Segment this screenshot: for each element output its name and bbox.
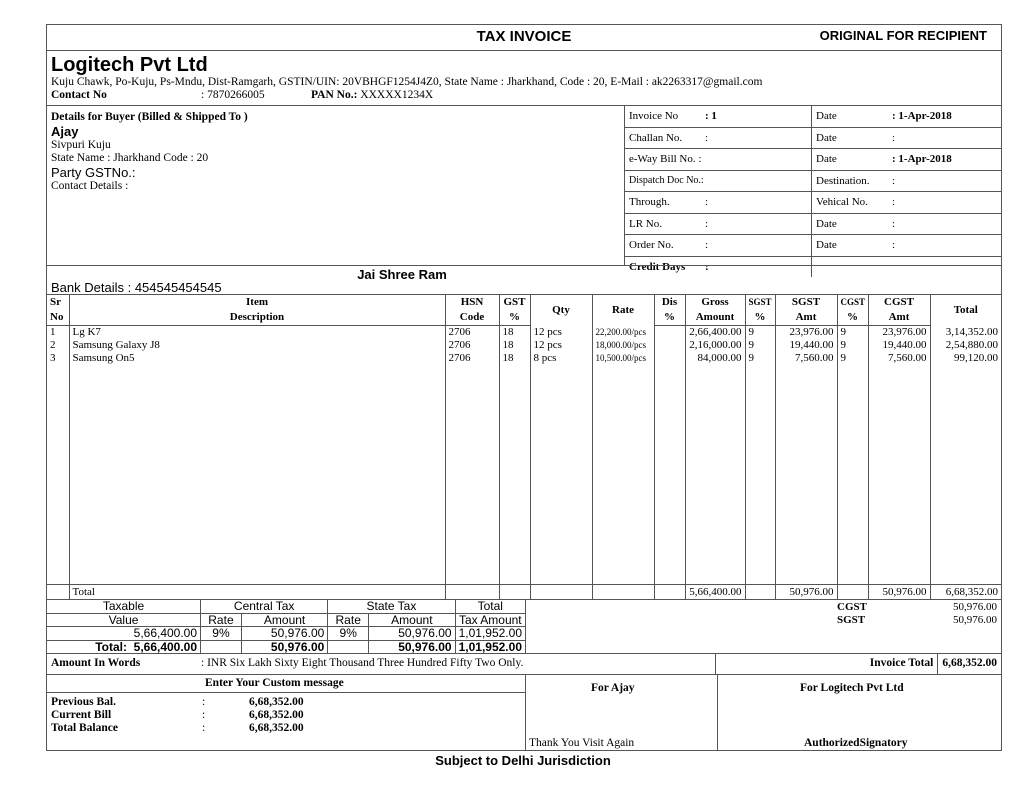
meta-right-label: Date [816,110,837,123]
ts-h-total: Total [455,600,525,613]
col-cgst-pct: CGST [837,295,868,311]
meta-left-label: e-Way Bill No. : [629,153,702,166]
meta-left-label: Through. [629,196,670,209]
buyer-gst: Party GSTNo.: [51,165,136,180]
col-cgst-pct-2: % [837,310,868,326]
meta-right [812,213,1002,235]
cell-gst: 18 [499,339,530,352]
company-name: Logitech Pvt Ltd [51,54,208,76]
meta-left-label: Invoice No [629,110,679,123]
cell-dis [654,339,685,352]
cell-sgst-amt: 19,440.00 [775,339,837,352]
cell-cgst-amt: 7,560.00 [868,352,930,365]
items-table [47,294,1001,599]
total-cgst-amt: 50,976.00 [868,585,930,600]
cell-gst: 18 [499,326,530,340]
invoice-meta [625,106,1001,273]
cell-dis [654,352,685,365]
total-desc: Total [69,585,445,600]
col-sr-2: No [47,310,69,326]
col-cgst-amt-2: Amt [868,310,930,326]
col-gst: GST [499,295,530,311]
cell-cgst-amt: 19,440.00 [868,339,930,352]
contact-value: : 7870266005 [201,89,265,101]
balance-labels [51,696,118,735]
buyer-address: Sivpuri Kuju [51,139,111,151]
buyer-contact: Contact Details : [51,180,129,192]
curr-value: 6,68,352.00 [249,709,304,721]
cell-desc: Lg K7 [69,326,445,340]
words-label: Amount In Words [51,657,141,669]
bank-details: Bank Details : 454545454545 [51,280,222,295]
col-sgst-amt: SGST [775,295,837,311]
meta-right-value: : 1-Apr-2018 [892,110,952,123]
pan-label: PAN No.: [311,89,358,101]
cell-desc: Samsung Galaxy J8 [69,339,445,352]
bal-value: 6,68,352.00 [249,722,304,734]
contact-label: Contact No [51,89,107,101]
cell-sgst-amt: 23,976.00 [775,326,837,340]
cell-rate: 10,500.00/pcs [592,352,654,365]
meta-right [812,192,1002,214]
meta-right-value: : [892,217,896,230]
ts-total-row [47,640,201,653]
balance-values [249,696,304,735]
meta-right-label: Vehical No. [816,196,868,209]
meta-left-label: Order No. [629,239,674,252]
meta-left-value: : 1 [705,110,717,123]
meta-left [625,106,812,127]
table-row [47,339,1001,352]
ts-total-label: Total: [95,639,127,654]
meta-right-value: : 1-Apr-2018 [892,153,952,166]
col-item-2: Description [69,310,445,326]
cell-desc: Samsung On5 [69,352,445,365]
meta-right [812,127,1002,149]
copy-label: ORIGINAL FOR RECIPIENT [819,28,987,43]
cell-total: 2,54,880.00 [930,339,1001,352]
buyer-and-meta [47,105,1001,273]
meta-right-label: Destination. [816,174,870,187]
col-dis: Dis [654,295,685,311]
cell-total: 99,120.00 [930,352,1001,365]
cell-sgst-pct: 9 [745,339,775,352]
col-hsn: HSN [445,295,499,311]
ts-h-taxable: Taxable [102,599,145,613]
meta-left [625,149,812,171]
words-value: : INR Six Lakh Sixty Eight Thousand Three Hundred Fifty Two Only. [201,657,524,669]
prev-label: Previous Bal. [51,696,116,708]
company-contact [51,89,1001,102]
meta-left [625,127,812,149]
cell-cgst-amt: 23,976.00 [868,326,930,340]
col-gross-2: Amount [685,310,745,326]
cell-sr: 2 [50,339,56,351]
meta-left-value: : [705,217,709,230]
col-dis-2: % [654,310,685,326]
ts-s-rate: 9% [328,627,369,641]
invoice-header [47,25,1001,50]
col-gst-2: % [499,310,530,326]
meta-right-value: : [892,131,896,144]
ts-h-central: Central Tax [201,600,328,613]
cell-gross: 2,66,400.00 [685,326,745,340]
cell-sgst-amt: 7,560.00 [775,352,837,365]
company-block [47,50,1001,105]
cell-gross: 84,000.00 [685,352,745,365]
col-total: Total [930,295,1001,326]
ts-h-c-amount: Amount [241,613,327,627]
ts-h-value: Value [47,613,201,627]
ts-tax-total: 1,01,952.00 [455,627,525,641]
col-sgst-amt-2: Amt [775,310,837,326]
meta-left-label: Dispatch Doc No.: [629,175,704,187]
meta-right-value: : [892,239,896,252]
bal-label: Total Balance [51,722,118,734]
ts-t-tax-total: 1,01,952.00 [455,640,525,653]
ts-h-s-rate: Rate [328,613,369,627]
cell-rate: 22,200.00/pcs [592,326,654,340]
cell-qty: 12 pcs [530,326,592,340]
cell-cgst-pct: 9 [837,339,868,352]
ts-t-taxable: 5,66,400.00 [133,639,198,654]
prev-value: 6,68,352.00 [249,696,304,708]
col-sgst-pct: SGST [745,295,775,311]
ts-h-state: State Tax [328,600,455,613]
colon: : [202,696,206,708]
meta-right-label: Date [816,131,837,144]
cell-sgst-pct: 9 [745,326,775,340]
ts-c-amount: 50,976.00 [241,627,327,641]
colon: : [202,722,206,734]
cgst-label: CGST [837,601,867,613]
tax-invoice [46,24,1002,751]
col-item: Item [69,295,445,311]
colon: : [202,709,206,721]
meta-left-label: Credit Days [629,260,686,273]
meta-right-value: : [892,174,896,187]
totals-row [47,585,1001,600]
for-buyer: For Ajay [591,682,635,694]
ts-taxable: 5,66,400.00 [47,627,201,641]
buyer-heading: Details for Buyer (Billed & Shipped To ) [51,111,248,123]
meta-right-label: Date [816,239,837,252]
meta-right [812,149,1002,171]
cell-qty: 8 pcs [530,352,592,365]
total-total: 6,68,352.00 [930,585,1001,600]
cell-gst: 18 [499,352,530,365]
tax-summary [47,599,1001,653]
meta-right [812,235,1002,257]
jurisdiction: Subject to Delhi Jurisdiction [435,753,611,768]
thank-you: Thank You Visit Again [529,737,635,749]
pan-value: XXXXX1234X [360,89,434,101]
total-gross: 5,66,400.00 [685,585,745,600]
meta-right-label: Date [816,153,837,166]
col-gross: Gross [685,295,745,311]
cell-rate: 18,000.00/pcs [592,339,654,352]
sgst-label: SGST [837,614,866,626]
cell-sr: 1 [50,326,56,338]
col-sgst-pct-2: % [745,310,775,326]
cell-hsn: 2706 [445,339,499,352]
amount-in-words [47,653,1001,674]
buyer-name: Ajay [51,124,79,139]
col-rate: Rate [592,295,654,326]
custom-message: Enter Your Custom message [205,677,344,689]
meta-right-label: Date [816,217,837,230]
cell-total: 3,14,352.00 [930,326,1001,340]
table-row [47,352,1001,365]
buyer-details [47,106,625,265]
cell-dis [654,326,685,340]
meta-left [625,235,812,257]
cell-gross: 2,16,000.00 [685,339,745,352]
meta-left [625,213,812,235]
meta-left-value: : [705,196,709,209]
ts-h-tax-amount: Tax Amount [455,613,525,627]
ts-s-amount: 50,976.00 [369,627,455,641]
invoice-total-label: Invoice Total [716,654,938,674]
cell-sgst-pct: 9 [745,352,775,365]
meta-left-value: : [705,239,709,252]
meta-left [625,192,812,214]
cell-sr: 3 [50,352,56,364]
ts-t-c-amount: 50,976.00 [241,640,327,653]
cell-hsn: 2706 [445,326,499,340]
ts-t-s-amount: 50,976.00 [369,640,455,653]
invoice-footer [47,674,1001,750]
gst-breakup [526,600,1001,653]
invoice-total: 6,68,352.00 [942,657,997,669]
cell-cgst-pct: 9 [837,352,868,365]
invoice-title: TAX INVOICE [476,28,572,45]
company-address: Kuju Chawk, Po-Kuju, Ps-Mndu, Dist-Ramgarh, GSTIN/UIN: 20VBHGF1254J4Z0, State Name : Jharkhand, Code : 20, E-Mail : ak2263317@gmail.com [51,76,763,88]
meta-left-value: : [705,260,709,273]
meta-right [812,106,1002,127]
col-hsn-2: Code [445,310,499,326]
meta-right [812,170,1002,192]
ts-c-rate: 9% [201,627,242,641]
balance-colons [202,696,205,735]
curr-label: Current Bill [51,709,112,721]
blessing: Jai Shree Ram [357,267,447,282]
for-company: For Logitech Pvt Ltd [800,682,904,694]
ts-h-c-rate: Rate [201,613,242,627]
sgst-value: 50,976.00 [953,614,997,626]
col-qty: Qty [530,295,592,326]
meta-left-value: : [705,131,709,144]
cell-cgst-pct: 9 [837,326,868,340]
total-sgst-amt: 50,976.00 [775,585,837,600]
meta-left-label: LR No. [629,217,662,230]
meta-left-label: Challan No. [629,131,683,144]
meta-right-value: : [892,196,896,209]
meta-left [625,170,812,192]
buyer-state: State Name : Jharkhand Code : 20 [51,152,209,164]
cell-hsn: 2706 [445,352,499,365]
cgst-value: 50,976.00 [953,601,997,613]
blessing-row [47,265,1001,294]
cell-qty: 12 pcs [530,339,592,352]
col-cgst-amt: CGST [868,295,930,311]
ts-h-s-amount: Amount [369,613,455,627]
table-row [47,326,1001,340]
authorized-signatory: AuthorizedSignatory [804,737,908,749]
col-sr: Sr [47,295,69,311]
